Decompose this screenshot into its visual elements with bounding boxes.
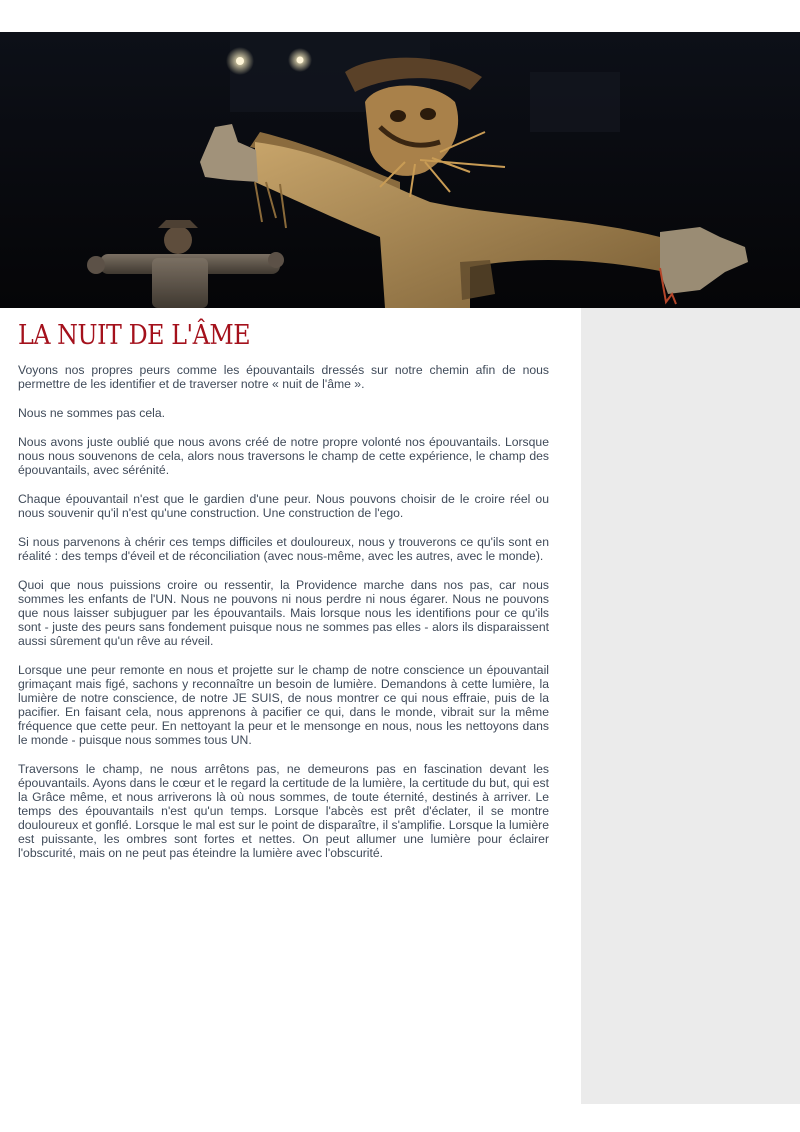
article-title: LA NUIT DE L'ÂME	[18, 320, 251, 351]
sidebar-panel	[581, 308, 800, 1104]
paragraph: Voyons nos propres peurs comme les épouvantails dressés sur notre chemin afin de nous permettre de les identifier et de traverser notre « nuit de l'âme ».	[18, 363, 549, 391]
paragraph: Nous ne sommes pas cela.	[18, 406, 165, 420]
paragraph: Quoi que nous puissions croire ou ressentir, la Providence marche dans nos pas, car nous sommes les enfants de l'UN. Nous ne pouvons ni nous perdre ni nous égarer. Nous ne pouvons que nous laisser subjuguer par les épouvantails. Mais lorsque nous les identifions pour ce qu'ils sont - juste des peurs sans fondement puisque nous ne sommes pas elles - alors ils disparaissent aussi sûrement qu'un rêve au réveil.	[18, 578, 549, 648]
hero-image	[0, 32, 800, 308]
paragraph: Nous avons juste oublié que nous avons créé de notre propre volonté nos épouvantails. Lorsque nous nous souvenons de cela, alors nous traversons le champ de cette expérience, le champ des épouvantails, avec sérénité.	[18, 435, 549, 477]
scarecrow-night-photo-icon	[0, 32, 800, 308]
paragraph: Chaque épouvantail n'est que le gardien d'une peur. Nous pouvons choisir de le croire réel ou nous souvenir qu'il n'est qu'une construction. Une construction de l'ego.	[18, 492, 549, 520]
article	[18, 320, 549, 875]
paragraph: Lorsque une peur remonte en nous et projette sur le champ de notre conscience un épouvantail grimaçant mais figé, sachons y reconnaître un besoin de lumière. Demandons à cette lumière, la lumière de notre conscience, de notre JE SUIS, de nous montrer ce qui nous effraie, puis de la pacifier. En faisant cela, nous apprenons à pacifier ce qui, dans le monde, vibrait sur la même fréquence que cette peur. En nettoyant la peur et le mensonge en nous, nous les nettoyons dans le monde - puisque nous sommes tous UN.	[18, 663, 549, 747]
paragraph: Si nous parvenons à chérir ces temps difficiles et douloureux, nous y trouverons ce qu'ils sont en réalité : des temps d'éveil et de réconciliation (avec nous-même, avec les autres, avec le monde).	[18, 535, 549, 563]
paragraph: Traversons le champ, ne nous arrêtons pas, ne demeurons pas en fascination devant les épouvantails. Ayons dans le cœur et le regard la certitude de la lumière, la certitude du but, qui est la Grâce même, et nous arriverons là où nous sommes, de toute éternité, destinés à arriver. Le temps des épouvantails n'est qu'un temps. Lorsque l'abcès est prêt d'éclater, il se montre douloureux et gonflé. Lorsque le mal est sur le point de disparaître, il s'amplifie. Lorsque la lumière est puissante, les ombres sont fortes et nettes. On peut allumer une lumière pour éclairer l'obscurité, mais on ne peut pas éteindre la lumière avec l'obscurité.	[18, 762, 549, 860]
